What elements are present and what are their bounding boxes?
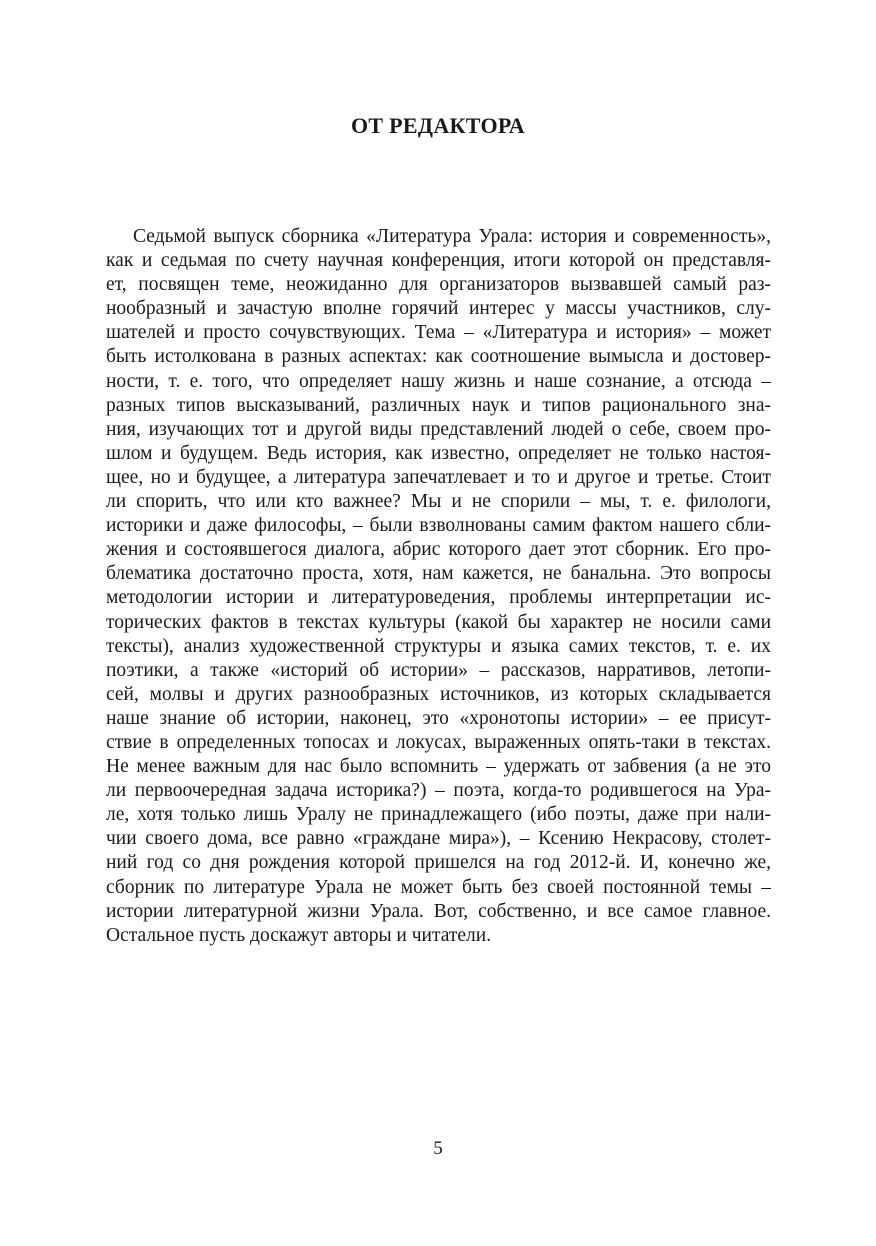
editorial-paragraph xyxy=(106,225,771,948)
paragraph-line: шлом и будущем. Ведь история, как известно, определяет не только настоя- xyxy=(106,442,771,464)
paragraph-line: торических фактов в текстах культуры (какой бы характер не носили сами xyxy=(106,611,771,633)
paragraph-line: ний год со дня рождения которой пришелся на год 2012-й. И, конечно же, xyxy=(106,852,771,874)
paragraph-line: поэтики, а также «историй об истории» – рассказов, нарративов, летопи- xyxy=(106,659,771,681)
paragraph-line: историки и даже философы, – были взволнованы самим фактом нашего сбли- xyxy=(106,515,771,537)
paragraph-line: щее, но и будущее, а литература запечатлевает и то и другое и третье. Стоит xyxy=(106,466,771,488)
paragraph-line: ли первоочередная задача историка?) – поэта, когда-то родившегося на Ура- xyxy=(106,780,771,802)
paragraph-line: наше знание об истории, наконец, это «хронотопы истории» – ее присут- xyxy=(106,707,771,729)
paragraph-line: жения и состоявшегося диалога, абрис которого дает этот сборник. Его про- xyxy=(106,539,771,561)
page-title: ОТ РЕДАКТОРА xyxy=(351,113,525,138)
paragraph-line: ле, хотя только лишь Уралу не принадлежащего (ибо поэты, даже при нали- xyxy=(106,804,771,826)
paragraph-line: Остальное пусть доскажут авторы и читатели. xyxy=(106,924,492,946)
paragraph-line: Не менее важным для нас было вспомнить – удержать от забвения (а не это xyxy=(106,756,771,778)
paragraph-line: блематика достаточно проста, хотя, нам кажется, не банальна. Это вопросы xyxy=(106,563,771,585)
paragraph-line: шателей и просто сочувствующих. Тема – «Литература и история» – может xyxy=(106,322,771,344)
paragraph-line: ли спорить, что или кто важнее? Мы и не спорили – мы, т. е. филологи, xyxy=(106,491,771,513)
paragraph-line: быть истолкована в разных аспектах: как соотношение вымысла и достовер- xyxy=(106,346,771,368)
paragraph-line: ствие в определенных топосах и локусах, выраженных опять-таки в текстах. xyxy=(106,731,771,753)
paragraph-line: ния, изучающих тот и другой виды представлений людей о себе, своем про- xyxy=(106,418,771,440)
paragraph-line: как и седьмая по счету научная конференция, итоги которой он представля- xyxy=(106,250,771,272)
paragraph-line: тексты), анализ художественной структуры и языка самих текстов, т. е. их xyxy=(106,635,771,657)
paragraph-line: Седьмой выпуск сборника «Литература Урала: история и современность», xyxy=(133,226,771,247)
paragraph-line: сборник по литературе Урала не может быть без своей постоянной темы – xyxy=(106,876,771,898)
paragraph-line: сей, молвы и других разнообразных источников, из которых складывается xyxy=(106,683,771,705)
paragraph-line: ности, т. е. того, что определяет нашу жизнь и наше сознание, а отсюда – xyxy=(106,370,771,392)
paragraph-line: нообразный и зачастую вполне горячий интерес у массы участников, слу- xyxy=(106,298,771,320)
paragraph-line: истории литературной жизни Урала. Вот, собственно, и все самое главное. xyxy=(106,900,771,922)
paragraph-line: методологии истории и литературоведения, проблемы интерпретации ис- xyxy=(106,587,771,609)
paragraph-line: чии своего дома, все равно «граждане мира»), – Ксению Некрасову, столет- xyxy=(106,828,771,850)
paragraph-line: ет, посвящен теме, неожиданно для организаторов вызвавшей самый раз- xyxy=(106,274,771,296)
paragraph-line: разных типов высказываний, различных наук и типов рационального зна- xyxy=(106,394,771,416)
page-number: 5 xyxy=(433,1138,443,1159)
